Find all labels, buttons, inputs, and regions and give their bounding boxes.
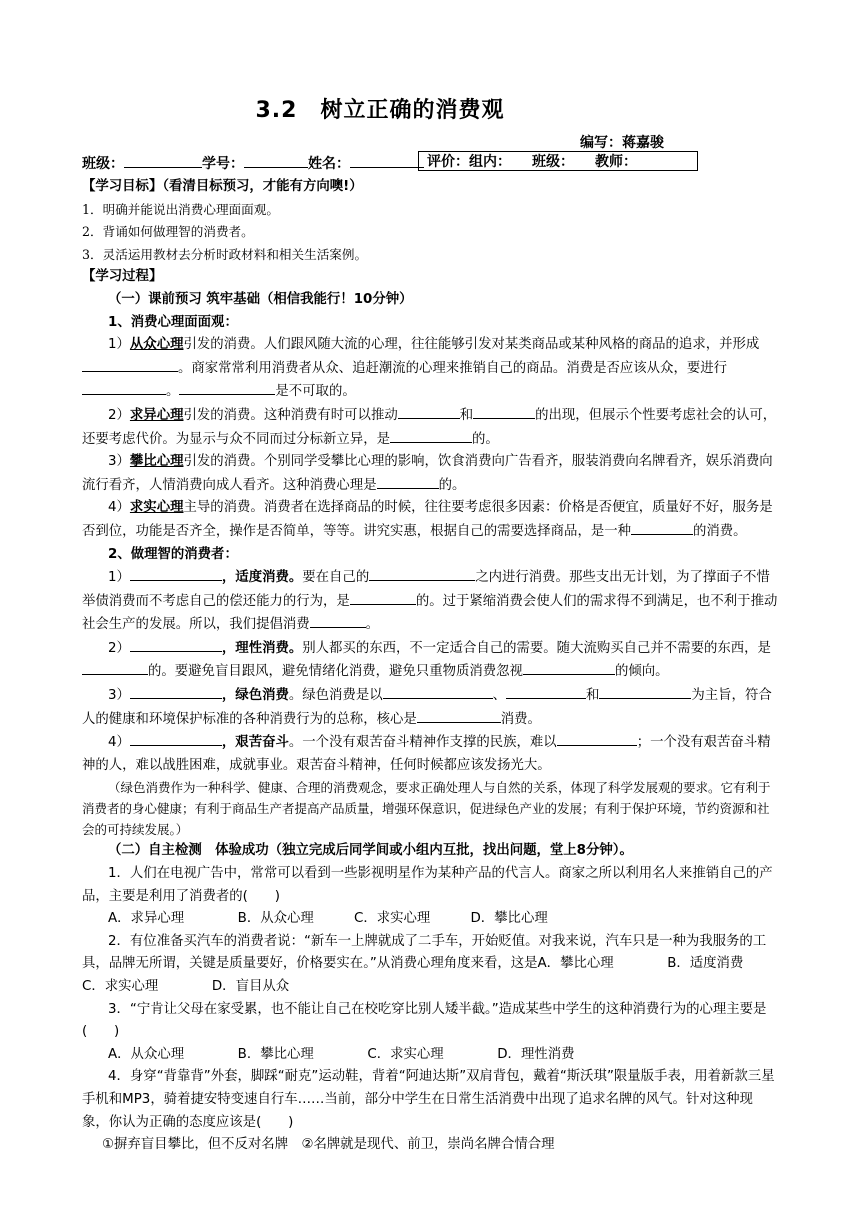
goal-item: 2．背诵如何做理智的消费者。: [82, 224, 254, 240]
paragraph-text: 的。要避免盲目跟风，避免情绪化消费，避免只重物质消费忽视: [148, 664, 523, 680]
fill-blank[interactable]: [82, 380, 166, 395]
fill-blank[interactable]: [523, 660, 615, 675]
id-blank[interactable]: [244, 153, 308, 168]
fill-blank[interactable]: [377, 474, 439, 489]
exercise-options: ①摒弃盲目攀比，但不反对名牌 ②名牌就是现代、前卫，崇尚名牌合情合理: [102, 1137, 555, 1153]
principle-label: ，绿色消费: [221, 688, 289, 704]
paragraph-text: 的。过于紧缩消费会使人们的需求得不到满足，也不利于推动社会生产的发展。所以，我们提倡消费: [82, 593, 778, 633]
fill-blank[interactable]: [350, 590, 416, 605]
paragraph-text: 。一个没有艰苦奋斗精神作支撑的民族，难以: [288, 735, 557, 751]
item-number: 4）: [108, 735, 130, 751]
green-consumption-note: （绿色消费作为一种科学、健康、合理的消费观念，要求正确处理人与自然的关系，体现了科学发展观的要求。它有利于消费者的身心健康；有利于商品生产者提高产品质量，增强环保意识，促进绿色产业的发展；有利于保护环境，节约资源和社会的可持续发展。）: [82, 780, 771, 838]
fill-blank[interactable]: [473, 404, 535, 419]
paragraph-text: 。: [365, 617, 380, 633]
paragraph-text: 和: [459, 407, 474, 423]
paragraph-text: 是不可取的。: [275, 384, 356, 400]
item-number: 1）: [108, 337, 130, 353]
goals-heading: 【学习目标】（看清目标预习，才能有方向噢!）: [82, 179, 363, 194]
exercise-question: 3．“宁肯让父母在家受累，也不能让自己在校吃穿比别人矮半截。”造成某些中学生的这种消费行为的心理主要是( ): [82, 1001, 767, 1040]
paragraph-text: 之内进行消费。那些支出无计划，为了撑面子不惜举债消费而不考虑自己的偿还能力的行为，是: [82, 570, 770, 609]
paragraph-text: 为主旨，符合人的健康和环境保护标准的各种消费行为的总称，核心是: [82, 688, 772, 727]
term-conformity: 从众心理: [129, 337, 184, 353]
paragraph-green: [82, 684, 778, 731]
fill-blank[interactable]: [631, 520, 693, 535]
paragraph-rational: [82, 637, 778, 684]
editor-credit: 编写：蒋嘉骏: [580, 135, 664, 151]
term-comparison: 攀比心理: [129, 454, 184, 470]
paragraph-text: 。: [166, 384, 180, 400]
name-blank[interactable]: [350, 153, 424, 168]
section2-heading: 2、做理智的消费者：: [108, 546, 238, 562]
item-number: 2）: [108, 407, 130, 423]
paragraph-hard-work: [82, 731, 778, 777]
fill-blank[interactable]: [130, 566, 222, 581]
principle-label: ，艰苦奋斗: [221, 735, 289, 751]
paragraph-novelty: [82, 404, 778, 451]
exercise-question: 2．有位准备买汽车的消费者说：“新车一上牌就成了二手车，开始贬值。对我来说，汽车只是一种为我服务的工具，品牌无所谓，关键是质量要好，价格要实在。”从消费心理角度来看，这是A．攀比心理 B．适度消费 C．求实心理 D．盲目从众: [82, 933, 784, 994]
paragraph-text: 。商家常常利用消费者从众、追赶潮流的心理来推销自己的商品。消费是否应该从众，要进行: [178, 360, 728, 376]
name-label: 姓名：: [308, 156, 350, 172]
fill-blank[interactable]: [82, 357, 178, 372]
paragraph-text: 主导的消费。消费者在选择商品的时候，往往要考虑很多因素：价格是否便宜，质量好不好，服务是否到位，功能是否齐全，操作是否简单，等等。讲究实惠，根据自己的需要选择商品，是一种: [82, 500, 773, 539]
exercise-options: A．从众心理 B．攀比心理 C．求实心理 D．理性消费: [108, 1046, 575, 1062]
exercise-options: A．求异心理 B．从众心理 C．求实心理 D．攀比心理: [108, 911, 548, 927]
paragraph-text: 引发的消费。人们跟风随大流的心理，往往能够引发对某类商品或某种风格的商品的追求，并形成: [183, 337, 760, 353]
fill-blank[interactable]: [599, 684, 691, 699]
item-number: 3）: [108, 688, 130, 704]
fill-blank[interactable]: [383, 684, 493, 699]
fill-blank[interactable]: [130, 731, 222, 746]
paragraph-text: 要在自己的: [302, 570, 370, 586]
principle-label: ，适度消费。: [221, 570, 303, 586]
part1-heading: （一）课前预习 筑牢基础（相信我能行！10分钟）: [108, 291, 413, 307]
paragraph-conformity: [82, 334, 778, 404]
paragraph-text: 和: [586, 688, 600, 704]
fill-blank[interactable]: [390, 428, 472, 443]
paragraph-text: 别人都买的东西，不一定适合自己的需要。随大流购买自己并不需要的东西，是: [302, 640, 771, 656]
item-number: 1）: [108, 570, 130, 586]
item-number: 3）: [108, 454, 130, 470]
section1-heading: 1、消费心理面面观：: [108, 314, 238, 330]
exercise-question: 4．身穿“背靠背”外套，脚踩“耐克”运动鞋，背着“阿迪达斯”双肩背包，戴着“斯沃琪”限量版手表，用着新款三星手机和MP3，骑着捷安特变速自行车……当前，部分中学生在日常生活消费中出现了追求名牌的风气。针对这种现象，你认为正确的态度应该是( ): [82, 1069, 775, 1130]
fill-blank[interactable]: [506, 684, 586, 699]
fill-blank[interactable]: [130, 684, 222, 699]
fill-blank[interactable]: [369, 566, 475, 581]
fill-blank[interactable]: [557, 731, 637, 746]
paragraph-text: 的。: [471, 431, 499, 447]
fill-blank[interactable]: [398, 404, 460, 419]
goal-item: 1．明确并能说出消费心理面面观。: [82, 201, 279, 217]
paragraph-text: 、: [492, 688, 506, 704]
paragraph-practical: [82, 497, 778, 543]
term-novelty: 求异心理: [129, 407, 184, 423]
paragraph-text: 引发的消费。这种消费有时可以推动: [183, 407, 398, 423]
fill-blank[interactable]: [82, 660, 148, 675]
paragraph-text: 的出现，但展示个性要考虑社会的认可，还要考虑代价。为显示与众不同而过分标新立异，是: [82, 407, 777, 447]
part2-heading: （二）自主检测 体验成功（独立完成后同学间或小组内互批，找出问题，堂上8分钟）。: [108, 843, 633, 859]
page-title: 3.2 树立正确的消费观: [255, 98, 505, 123]
fill-blank[interactable]: [310, 613, 366, 628]
paragraph-text: 的倾向。: [614, 664, 669, 680]
paragraph-text: ；一个没有艰苦奋斗精神的人，难以战胜困难，成就事业。艰苦奋斗精神，任何时候都应该发扬光大。: [82, 735, 771, 773]
student-info-line: [82, 153, 424, 173]
paragraph-text: 引发的消费。个别同学受攀比心理的影响，饮食消费向广告看齐，服装消费向名牌看齐，娱乐消费向流行看齐，人情消费向成人看齐。这种消费心理是: [82, 454, 773, 493]
item-number: 2）: [108, 640, 130, 656]
goal-item: 3．灵活运用教材去分析时政材料和相关生活案例。: [82, 246, 368, 262]
paragraph-moderate: [82, 566, 778, 637]
paragraph-text: 的。: [438, 477, 466, 493]
exercise-question: 1．人们在电视广告中，常常可以看到一些影视明星作为某种产品的代言人。商家之所以利用名人来推销自己的产品，主要是利用了消费者的( ): [82, 866, 773, 904]
process-heading: 【学习过程】: [82, 269, 163, 285]
paragraph-text: 的消费。: [693, 523, 747, 539]
item-number: 4）: [108, 500, 130, 516]
class-blank[interactable]: [124, 153, 202, 168]
fill-blank[interactable]: [179, 380, 275, 395]
paragraph-text: 。绿色消费是以: [288, 688, 383, 704]
fill-blank[interactable]: [130, 637, 222, 652]
fill-blank[interactable]: [417, 708, 501, 723]
class-label: 班级：: [82, 156, 124, 172]
paragraph-text: 消费。: [500, 711, 541, 727]
document-body: [82, 176, 784, 1157]
id-label: 学号：: [202, 156, 244, 172]
evaluation-box: 评价：组内： 班级： 教师：: [418, 151, 698, 171]
principle-label: ，理性消费。: [221, 640, 303, 656]
paragraph-comparison: [82, 451, 778, 497]
term-practical: 求实心理: [129, 500, 184, 516]
